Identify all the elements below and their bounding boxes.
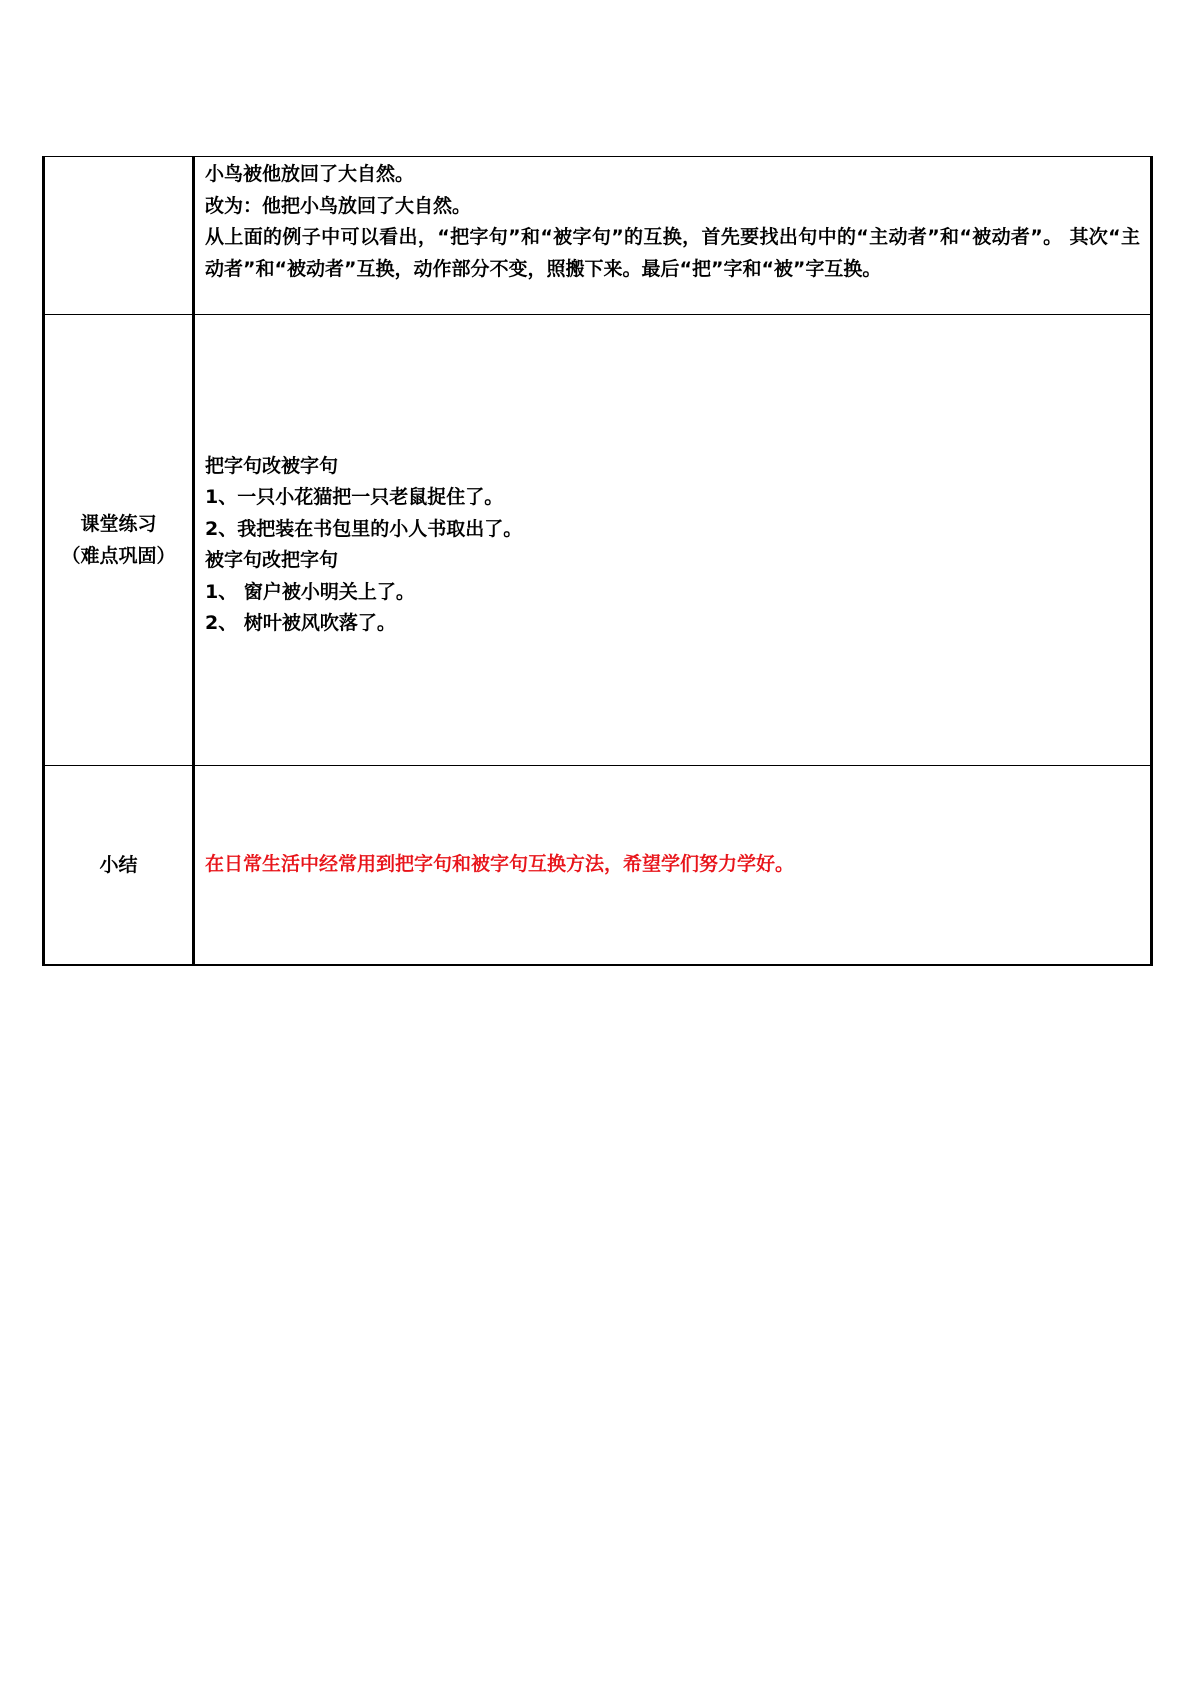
practice-content-cell (194, 315, 1152, 766)
example-rewritten: 改为：他把小鸟放回了大自然。 (205, 194, 472, 217)
summary-label-cell (44, 766, 194, 965)
summary-row (44, 766, 1152, 965)
lesson-plan-table (42, 156, 1153, 966)
example-explanation: 从上面的例子中可以看出，“把字句”和“被字句”的互换，首先要找出句中的“主动者”和“被动者”。 其次“主动者”和“被动者”互换，动作部分不变，照搬下来。最后“把”字和“被”字互换。 (205, 226, 1140, 280)
summary-content-cell (194, 766, 1152, 965)
practice-item: 2、我把装在书包里的小人书取出了。 (205, 517, 523, 540)
practice-label: 课堂练习 (80, 513, 157, 535)
practice-sublabel: （难点巩固） (61, 545, 176, 567)
example-row (44, 157, 1152, 315)
practice-item: 2、 树叶被风吹落了。 (205, 612, 396, 634)
example-content-cell (194, 157, 1152, 315)
example-label-cell (44, 157, 194, 315)
practice-block (205, 451, 1140, 640)
practice-heading-bei-to-ba: 被字句改把字句 (205, 549, 339, 571)
practice-heading-ba-to-bei: 把字句改被字句 (205, 454, 339, 477)
summary-label: 小结 (99, 853, 138, 876)
practice-item: 1、 窗户被小明关上了。 (205, 580, 415, 603)
practice-row (44, 315, 1152, 766)
example-sentence: 小鸟被他放回了大自然。 (205, 163, 415, 185)
summary-text: 在日常生活中经常用到把字句和被字句互换方法，希望学们努力学好。 (205, 853, 795, 875)
practice-label-cell (44, 315, 194, 766)
practice-item: 1、一只小花猫把一只老鼠捉住了。 (205, 486, 504, 508)
